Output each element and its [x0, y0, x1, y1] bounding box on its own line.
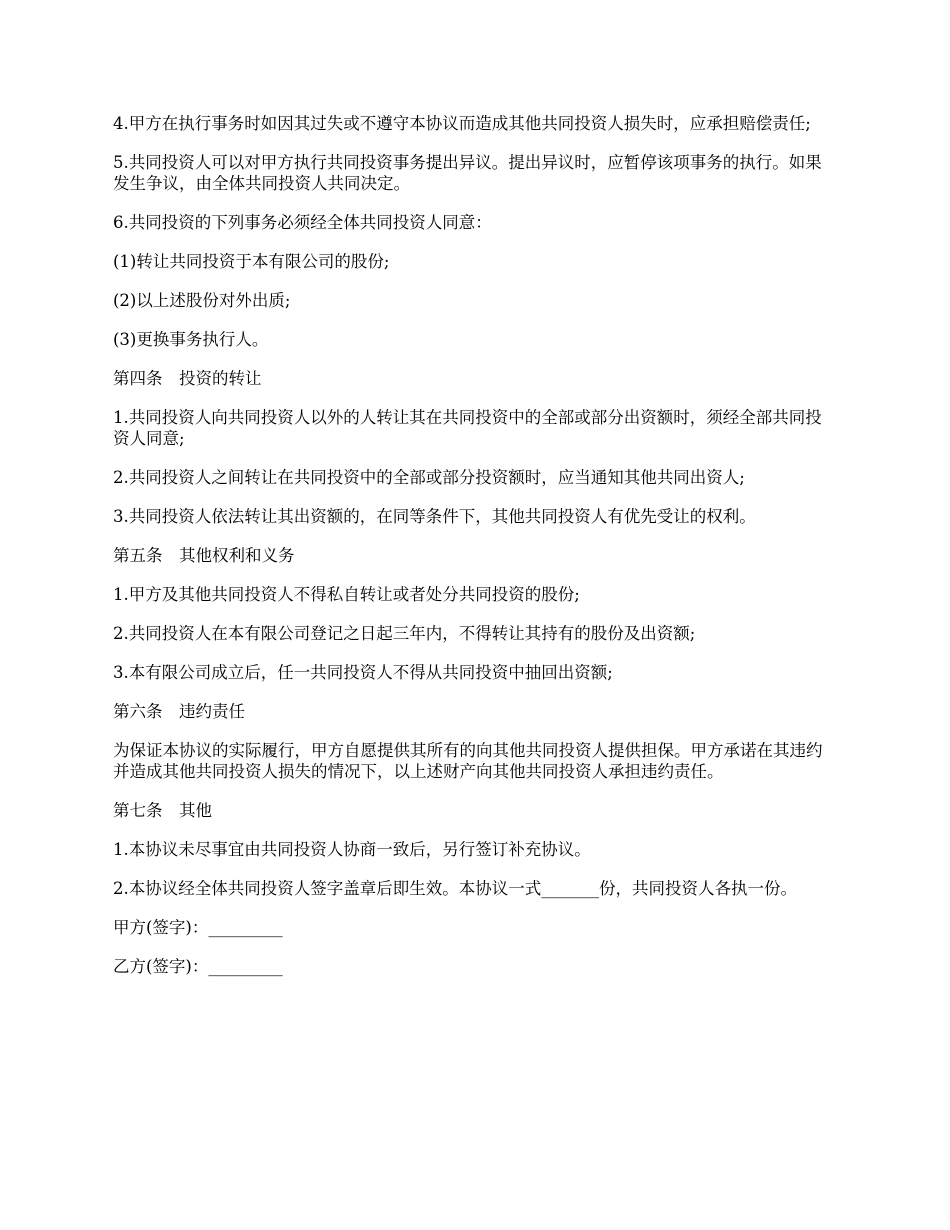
party-b-signature-line: 乙方(签字)：_________ [113, 957, 283, 976]
clause-3-item-6-sub-3: (3)更换事务执行人。 [113, 330, 269, 349]
document-body [113, 113, 837, 995]
clause-4-item-2: 2.共同投资人之间转让在共同投资中的全部或部分投资额时，应当通知其他共同出资人; [113, 468, 745, 487]
clause-3-item-6-sub-2: (2)以上述股份对外出质; [113, 291, 291, 310]
clause-6-body: 为保证本协议的实际履行，甲方自愿提供其所有的向其他共同投资人提供担保。甲方承诺在其违约并造成其他共同投资人损失的情况下，以上述财产向其他共同投资人承担违约责任。 [113, 741, 823, 781]
clause-3-item-5: 5.共同投资人可以对甲方执行共同投资事务提出异议。提出异议时，应暂停该项事务的执行。如果发生争议，由全体共同投资人共同决定。 [113, 153, 822, 193]
clause-4-item-3: 3.共同投资人依法转让其出资额的，在同等条件下，其他共同投资人有优先受让的权利。 [113, 507, 756, 526]
clause-5-item-3: 3.本有限公司成立后，任一共同投资人不得从共同投资中抽回出资额; [113, 663, 613, 682]
clause-3-item-6-sub-1: (1)转让共同投资于本有限公司的股份; [113, 252, 390, 271]
clause-7-item-1: 1.本协议未尽事宜由共同投资人协商一致后，另行签订补充协议。 [113, 840, 591, 859]
clause-5-item-1: 1.甲方及其他共同投资人不得私自转让或者处分共同投资的股份; [113, 585, 580, 604]
clause-4-heading: 第四条 投资的转让 [113, 369, 262, 388]
clause-5-heading: 第五条 其他权利和义务 [113, 546, 295, 565]
clause-6-heading: 第六条 违约责任 [113, 702, 245, 721]
clause-7-heading: 第七条 其他 [113, 801, 212, 820]
clause-5-item-2: 2.共同投资人在本有限公司登记之日起三年内，不得转让其持有的股份及出资额; [113, 624, 696, 643]
clause-3-item-4: 4.甲方在执行事务时如因其过失或不遵守本协议而造成其他共同投资人损失时，应承担赔偿责任; [113, 114, 811, 133]
clause-7-item-2: 2.本协议经全体共同投资人签字盖章后即生效。本协议一式_______份，共同投资人各执一份。 [113, 879, 797, 898]
party-a-signature-line: 甲方(签字)：_________ [113, 918, 283, 937]
clause-3-item-6: 6.共同投资的下列事务必须经全体共同投资人同意： [113, 213, 492, 232]
clause-4-item-1: 1.共同投资人向共同投资人以外的人转让其在共同投资中的全部或部分出资额时，须经全部共同投资人同意; [113, 408, 822, 448]
